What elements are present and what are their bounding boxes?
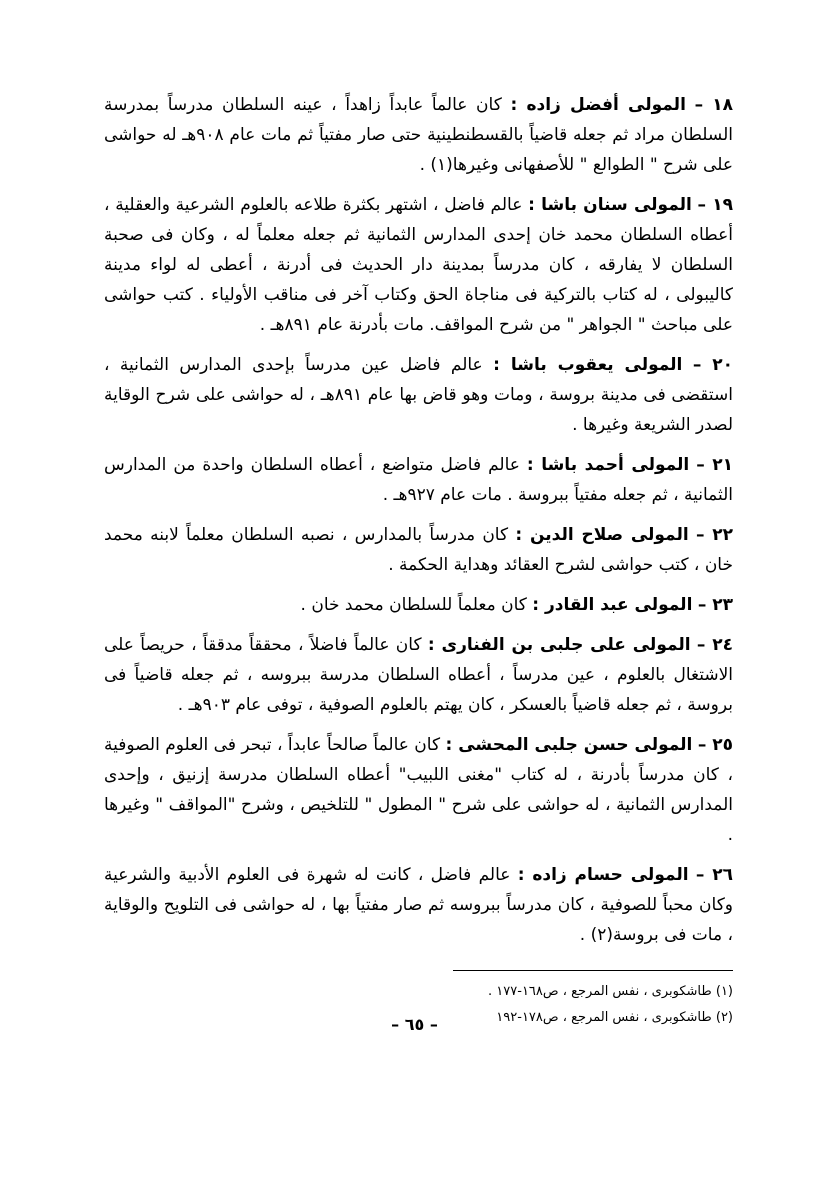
entry-number: ١٩ – xyxy=(697,195,734,215)
entry-text: كان عالماً فاضلاً ، محققاً مدققاً ، حريصاً على الاشتغال بالعلوم ، عين مدرساً ، أعطاه السلطان مدرسة ببروسه ، ثم جعله قاضياً فى بروسة ، ثم جعله قاضياً بالعسكر ، كان يهتم بالعلوم الصوفية ، توفى عام ٩٠٣هـ . xyxy=(104,635,733,715)
entry-name: المولى حسن جلبى المحشى : xyxy=(445,735,693,755)
entries xyxy=(104,90,733,950)
entry-number: ٢٢ – xyxy=(695,525,734,545)
entry-number: ٢٣ – xyxy=(697,595,733,615)
entry-name: المولى صلاح الدين : xyxy=(515,525,689,545)
entry-number: ٢٤ – xyxy=(696,635,734,655)
entry-text: كان معلماً للسلطان محمد خان . xyxy=(300,595,533,615)
entry-20 xyxy=(104,350,733,440)
page-number: – ٦٥ – xyxy=(391,1015,438,1034)
entry-name: المولى سنان باشا : xyxy=(528,195,692,215)
entry-text: عالم فاضل ، اشتهر بكثرة طلاعه بالعلوم الشرعية والعقلية ، أعطاه السلطان محمد خان إحدى المدارس الثمانية ثم جعله معلماً له ، وكان فى صحبة السلطان لا يفارقه ، كان مدرساً بمدينة دار الحديث فى أدرنة ، أعطى له لواء مدينة كاليبولى ، له كتاب بالتركية فى مناجاة الحق وكتاب آخر فى مناقب الأولياء . كتب حواشى على مباحث " الجواهر " من شرح المواقف. مات بأدرنة عام ٨٩١هـ . xyxy=(104,195,733,335)
entry-24 xyxy=(104,630,733,720)
entry-text: عالم فاضل متواضع ، أعطاه السلطان واحدة من المدارس الثمانية ، ثم جعله مفتياً ببروسة . مات عام ٩٢٧هـ . xyxy=(104,455,733,505)
entry-number: ١٨ – xyxy=(694,95,734,115)
footnote-2: (٢) طاشكوبرى ، نفس المرجع ، ص١٧٨-١٩٢ xyxy=(496,1010,733,1025)
entry-name: المولى عبد القادر : xyxy=(532,595,693,615)
entry-name: المولى أحمد باشا : xyxy=(526,455,690,475)
entry-25 xyxy=(104,730,733,850)
entry-name: المولى أفضل زاده : xyxy=(510,95,686,115)
entry-text: عالم فاضل ، كانت له شهرة فى العلوم الأدبية والشرعية وكان محباً للصوفية ، كان مدرساً ببروسه ثم صار مفتياً بها ، له حواشى فى التلويح والوقاية ، مات فى بروسة(٢) . xyxy=(104,865,733,945)
footnote-1: (١) طاشكوبرى ، نفس المرجع ، ص١٦٨-١٧٧ . xyxy=(488,984,733,999)
entry-name: المولى على جلبى بن الفنارى : xyxy=(427,635,691,655)
entry-22 xyxy=(104,520,733,580)
entry-number: ٢٦ – xyxy=(695,865,733,885)
entry-26 xyxy=(104,860,733,950)
entry-19 xyxy=(104,190,733,340)
entry-name: المولى يعقوب باشا : xyxy=(493,355,683,375)
entry-name: المولى حسام زاده : xyxy=(517,865,689,885)
entry-text: عالم فاضل عين مدرساً بإحدى المدارس الثمانية ، استقضى فى مدينة بروسة ، ومات وهو قاض بها عام ٨٩١هـ ، له حواشى على شرح الوقاية لصدر الشريعة وغيرها . xyxy=(104,355,733,435)
entry-number: ٢٠ – xyxy=(692,355,734,375)
entry-21 xyxy=(104,450,733,510)
entry-text: كان مدرساً بالمدارس ، نصبه السلطان معلماً لابنه محمد خان ، كتب حواشى لشرح العقائد وهداية الحكمة . xyxy=(104,525,733,575)
entry-number: ٢١ – xyxy=(696,455,734,475)
entry-text: كان عالماً عابداً زاهداً ، عينه السلطان مدرساً بمدرسة السلطان مراد ثم جعله قاضياً بالقسطنطينية حتى صار مفتياً ثم مات عام ٩٠٨هـ له حواشى على شرح " الطوالع " للأصفهانى وغيرها(١) . xyxy=(104,95,733,175)
entry-23 xyxy=(104,590,733,620)
entry-18 xyxy=(104,90,733,180)
entry-number: ٢٥ – xyxy=(697,735,734,755)
entry-text: كان عالماً صالحاً عابداً ، تبحر فى العلوم الصوفية ، كان مدرساً بأدرنة ، له كتاب "مغنى اللبيب" أعطاه السلطان مدرسة إزنيق ، وإحدى المدارس الثمانية ، له حواشى على شرح " المطول " للتلخيص ، وشرح "المواقف " وغيرها . xyxy=(104,735,733,845)
